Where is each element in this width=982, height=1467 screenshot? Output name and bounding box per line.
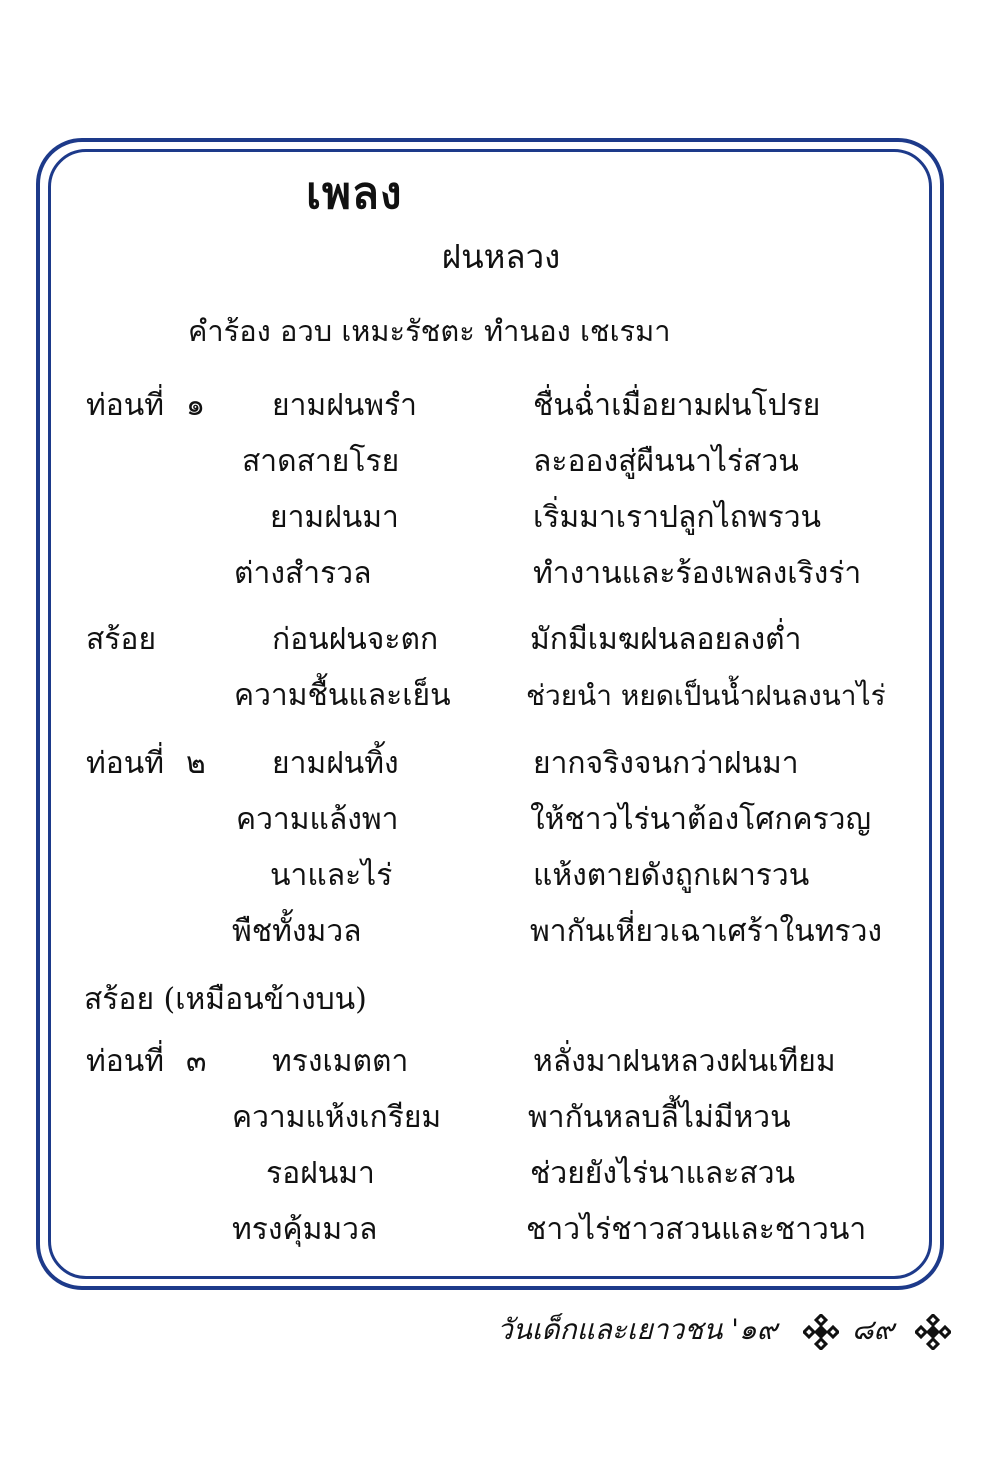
page-number: ๘๙ bbox=[852, 1313, 895, 1346]
verse1-line1-right: ชื่นฉ่ำเมื่อยามฝนโปรย bbox=[533, 388, 821, 423]
verse3-line1-right: หลั่งมาฝนหลวงฝนเทียม bbox=[533, 1044, 836, 1079]
song-title: ฝนหลวง bbox=[441, 237, 561, 276]
verse3-label: ท่อนที่ bbox=[86, 1044, 165, 1079]
chorus-line1-right: มักมีเมฆฝนลอยลงต่ำ bbox=[530, 622, 802, 657]
verse1-number: ๑ bbox=[186, 388, 206, 423]
verse3-line4-left: ทรงคุ้มมวล bbox=[232, 1212, 378, 1247]
chorus-line1-left: ก่อนฝนจะตก bbox=[272, 622, 439, 657]
verse2-line4-right: พากันเหี่ยวเฉาเศร้าในทรวง bbox=[530, 914, 883, 949]
verse2-line2-left: ความแล้งพา bbox=[236, 802, 399, 837]
credits: คำร้อง อวบ เหมะรัชตะ ทำนอง เชเรมา bbox=[188, 314, 671, 348]
verse3-number: ๓ bbox=[186, 1044, 207, 1079]
verse1-line4-left: ต่างสำรวล bbox=[234, 556, 372, 591]
verse1-line2-right: ละอองสู่ผืนนาไร่สวน bbox=[533, 444, 799, 479]
chorus-line2-left: ความชื้นและเย็น bbox=[234, 678, 451, 713]
verse3-line2-right: พากันหลบลี้ไม่มีหวน bbox=[528, 1100, 791, 1135]
footer bbox=[0, 1306, 982, 1356]
footer-text: วันเด็กและเยาวชน '๑๙ bbox=[497, 1313, 778, 1346]
verse3-line4-right: ชาวไร่ชาวสวนและชาวนา bbox=[526, 1212, 867, 1247]
verse1-line2-left: สาดสายโรย bbox=[242, 444, 400, 479]
verse2-label: ท่อนที่ bbox=[86, 746, 165, 781]
verse2-line3-right: แห้งตายดังถูกเผารวน bbox=[533, 858, 810, 893]
verse3-line3-right: ช่วยยังไร่นาและสวน bbox=[530, 1156, 796, 1191]
verse3-line2-left: ความแห้งเกรียม bbox=[232, 1100, 442, 1135]
verse2-line1-left: ยามฝนทิ้ง bbox=[272, 746, 399, 781]
chorus-label: สร้อย bbox=[86, 622, 157, 657]
verse3-line1-left: ทรงเมตตา bbox=[272, 1044, 409, 1079]
verse2-line2-right: ให้ชาวไร่นาต้องโศกครวญ bbox=[530, 802, 872, 837]
verse1-line4-right: ทำงานและร้องเพลงเริงร่า bbox=[533, 556, 862, 591]
diamond-ornament-icon bbox=[803, 1314, 839, 1354]
chorus-line2-right: ช่วยนำ หยดเป็นน้ำฝนลงนาไร่ bbox=[526, 679, 886, 712]
verse2-line1-right: ยากจริงจนกว่าฝนมา bbox=[533, 746, 799, 781]
verse3-line3-left: รอฝนมา bbox=[266, 1156, 375, 1191]
verse2-number: ๒ bbox=[186, 746, 206, 781]
verse1-line1-left: ยามฝนพรำ bbox=[272, 388, 418, 423]
verse2-line3-left: นาและไร่ bbox=[270, 858, 393, 893]
verse2-line4-left: พืชทั้งมวล bbox=[232, 914, 362, 949]
verse1-line3-right: เริ่มมาเราปลูกไถพรวน bbox=[533, 500, 822, 535]
chorus-repeat: สร้อย (เหมือนข้างบน) bbox=[84, 982, 367, 1017]
heading: เพลง bbox=[306, 168, 403, 219]
verse1-label: ท่อนที่ bbox=[86, 388, 165, 423]
verse1-line3-left: ยามฝนมา bbox=[270, 500, 399, 535]
diamond-ornament-icon bbox=[915, 1314, 951, 1354]
